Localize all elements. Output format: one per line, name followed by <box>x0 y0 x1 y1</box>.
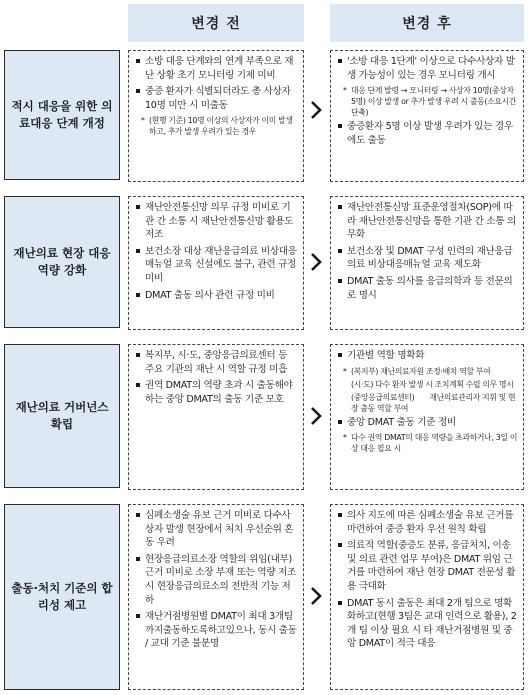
bullet-item: 중앙 DMAT 출동 기준 정비 <box>337 416 518 430</box>
note-text: 대응 단계 발령 → 모니터링 → 사상자 10명(중상자 5명) 이상 발생 or 추가 발생 우려 시 출동(소요시간 단축) <box>351 86 517 118</box>
sub-note <box>135 115 298 137</box>
bullet-item: 보건소장 대상 재난응급의료 비상대응매뉴얼 교육 신설에도 불구, 관련 규정 미비 <box>135 245 298 286</box>
category-label: 재난의료 거버넌스 확립 <box>4 344 120 488</box>
bullet-item: 심폐소생술 유보 근거 미비로 다수사상자 발생 현장에서 처치 우선순위 혼동 우려 <box>135 509 298 550</box>
bullet-item: 중증환자 5명 이상 발생 우려가 있는 경우에도 출동 <box>337 120 518 147</box>
note-text: (복지부) 재난의료자원 조정·배치 역할 부여 <box>351 366 491 376</box>
chevron-right-icon <box>307 406 325 426</box>
bullet-item: 보건소장 및 DMAT 구성 인력의 재난응급의료 비상대응매뉴얼 교육 제도화 <box>337 245 518 272</box>
bullet-item: DMAT 출동 의사 관련 규정 미비 <box>135 289 298 303</box>
note-text: (현행 기준) 10명 이상의 사상자가 이미 발생하고, 추가 발생 우려가 있는 경우 <box>149 116 293 137</box>
bullet-item: 권역 DMAT의 역량 초과 시 출동해야 하는 중앙 DMAT의 출동 기준 모호 <box>135 379 298 406</box>
category-label: 출동·처치 기준의 합리성 제고 <box>4 504 120 690</box>
header-after: 변경 후 <box>330 4 524 42</box>
bullet-item: 소방 대응 단계와의 연계 부족으로 재난 상황 초기 모니터링 기제 미비 <box>135 55 298 82</box>
note-text: 다수 권역 DMAT의 대응 역량을 초과하거나, 3일 이상 대응 필요 시 <box>351 433 518 454</box>
sub-note <box>337 392 518 414</box>
before-box <box>128 344 304 490</box>
header-before: 변경 전 <box>128 4 304 42</box>
bullet-item: 재난거점병원별 DMAT이 최대 3개팀까지출동하도록하고있으나, 동시 출동 / 교대 기준 불분명 <box>135 610 298 651</box>
bullet-item: 재난안전통신망 표준운영절차(SOP)에 따라 재난안전통신망을 통한 기관 간 소통 의무화 <box>337 201 518 242</box>
note-text: (시·도) 다수 환자 발생 시 조치계획 수립 의무 명시 <box>351 379 514 389</box>
after-box <box>330 196 524 330</box>
bullet-item: 현장응급의료소장 역할의 위임(내부) 근거 미비로 소장 부재 또는 역량 저조 시 현장응급의료소의 전반적 기능 저하 <box>135 553 298 607</box>
before-box <box>128 504 304 690</box>
bullet-item: DMAT 출동 의사를 응급의학과 등 전문의로 명시 <box>337 275 518 302</box>
chevron-right-icon <box>307 100 325 120</box>
sub-note <box>337 366 518 377</box>
bullet-item: DMAT 동시 출동은 최대 2개 팀으로 명확화하고(현행 3팀은 교대 인력으로 활용), 2개 팀 이상 필요 시 타 재난거점병원 및 중앙 DMAT이 적극 대응 <box>337 597 518 651</box>
category-label: 적시 대응을 위한 의료대응 단계 개정 <box>4 50 120 180</box>
after-box <box>330 344 524 490</box>
after-box <box>330 50 524 182</box>
bullet-item: 의사 지도에 따른 심폐소생술 유보 근거를 마련하여 중증 환자 우선 원칙 확립 <box>337 509 518 536</box>
bullet-item: 기관별 역할 명확화 <box>337 349 518 363</box>
chevron-right-icon <box>307 252 325 272</box>
before-box <box>128 50 304 182</box>
note-mark: * <box>141 116 145 126</box>
note-mark: * <box>343 366 347 376</box>
bullet-item: 재난안전통신망 의무 규정 미비로 기관 간 소통 시 재난안전통신망 활용도 저조 <box>135 201 298 242</box>
bullet-item: 복지부, 시·도, 중앙응급의료센터 등 주요 기관의 재난 시 역할 규정 미흡 <box>135 349 298 376</box>
bullet-item: 중증 환자가 식별되더라도 총 사상자 10명 미만 시 미출동 <box>135 85 298 112</box>
sub-note <box>337 85 518 118</box>
note-mark: * <box>343 86 347 96</box>
bullet-item: 의료적 역할(중증도 분류, 응급처치, 이송 및 의료 관련 업무 부여)은 DMAT 위임 근거를 마련하여 재난 현장 DMAT 전문성 활용 극대화 <box>337 539 518 593</box>
bullet-item: '소방 대응 1단계' 이상으로 다수사상자 발생 가능성이 있는 경우 모니터링 개시 <box>337 55 518 82</box>
note-mark: * <box>343 433 347 443</box>
sub-note <box>337 379 518 390</box>
chevron-right-icon <box>307 586 325 606</box>
category-label: 재난의료 현장 대응 역량 강화 <box>4 196 120 328</box>
sub-note <box>337 432 518 454</box>
after-box <box>330 504 524 690</box>
note-text: (중앙응급의료센터) 재난의료관리자 지휘 및 현장 출동 역할 부여 <box>351 392 516 413</box>
before-box <box>128 196 304 330</box>
